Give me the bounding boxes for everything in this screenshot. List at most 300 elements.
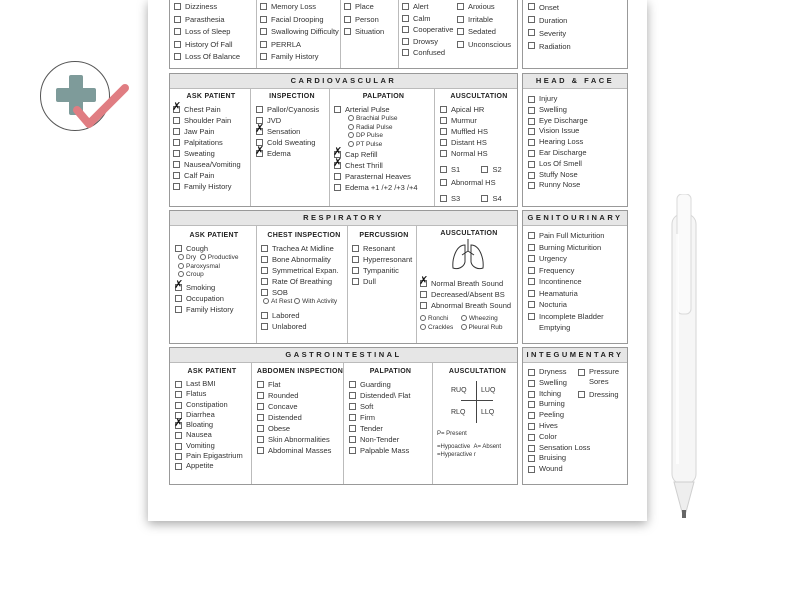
item-label: Cooperative [413,25,454,34]
checkbox[interactable] [257,392,264,399]
checkbox-item[interactable] [261,254,351,265]
checkbox-item[interactable] [334,182,437,193]
gi-abdomen-col [251,362,348,484]
checkbox[interactable] [528,172,535,179]
item-label: Pallor/Cyanosis [267,105,320,114]
checkbox[interactable] [528,161,535,168]
checkbox[interactable] [457,3,464,10]
checkbox-item[interactable] [457,1,517,14]
item-label: Hearing Loss [539,137,584,147]
checkbox-item[interactable] [528,159,588,170]
cardio-auscultation-col [434,88,523,206]
checkbox[interactable] [440,150,447,157]
radio-item[interactable] [348,141,437,150]
checkbox-item[interactable] [352,254,420,265]
checkbox-item[interactable] [349,379,437,390]
checkbox[interactable] [257,381,264,388]
item-label: S3 [451,194,461,203]
checkbox[interactable] [457,28,464,35]
checkbox-s1[interactable] [440,164,477,175]
checkbox[interactable] [402,26,409,33]
checkbox-item[interactable] [440,126,523,137]
checkbox-item[interactable] [578,367,626,387]
checkbox[interactable] [528,423,535,430]
gi-palpation-col [343,362,437,484]
checkbox[interactable] [175,402,182,409]
checkbox[interactable] [344,28,351,35]
checkbox-item[interactable] [173,181,249,192]
checkbox[interactable] [352,256,359,263]
checkbox-item[interactable] [440,148,523,159]
checkbox[interactable] [349,436,356,443]
checkbox-item[interactable] [175,410,249,420]
checkbox[interactable] [261,267,268,274]
cardio-inspection-col [250,88,333,206]
checkbox[interactable] [528,3,535,10]
checkbox-item[interactable] [440,104,523,115]
checkbox-item[interactable] [333,157,437,171]
checkbox[interactable] [528,445,535,452]
item-label: Pain Full Micturition [539,231,605,240]
checkbox-item[interactable] [334,104,437,115]
checkbox-item[interactable] [174,14,258,27]
checkbox-item[interactable] [440,137,523,148]
checkbox-item[interactable] [256,115,333,126]
checkbox-item[interactable] [349,423,437,434]
item-label: Edema [267,149,291,158]
checkbox[interactable] [175,453,182,460]
item-label: Pleural Rub [468,323,503,331]
item-label: Normal HS [451,149,488,158]
checkbox[interactable] [440,128,447,135]
checkbox[interactable] [528,107,535,114]
item-label: Ear Discharge [539,147,587,157]
checkbox-item[interactable] [349,434,437,445]
item-label: Shoulder Pain [184,116,232,125]
item-label: Soft [360,402,374,411]
neuro-col-5 [457,1,517,68]
checkbox[interactable] [175,432,182,439]
checkbox[interactable] [175,306,182,313]
gi-ask-title: ASK PATIENT [187,368,237,375]
checkbox-item[interactable] [173,170,249,181]
checkbox[interactable] [174,41,181,48]
checkbox[interactable] [528,301,535,308]
checkbox[interactable] [528,290,535,297]
check-mark-icon: ✗ [333,146,343,158]
checkbox-item[interactable] [174,26,258,39]
checkbox-item[interactable] [257,379,348,390]
checkbox-item[interactable] [173,159,249,170]
checkbox-item[interactable] [257,423,348,434]
checkbox[interactable] [528,434,535,441]
checkbox-item[interactable] [352,265,420,276]
item-label: Person [355,14,379,24]
item-label: History Of Fall [185,39,233,49]
checkbox[interactable] [457,16,464,23]
checkbox-item[interactable] [174,278,253,293]
abdomen-quadrants [437,379,522,431]
checkbox-item[interactable] [457,14,517,27]
radio-item[interactable] [348,124,437,133]
medical-cross-logo [40,61,110,131]
item-label: Abdominal Masses [268,446,332,455]
radio-item[interactable] [348,132,437,141]
checkbox[interactable] [528,255,535,262]
checkbox[interactable] [256,106,263,113]
checkbox-item[interactable] [257,445,348,456]
item-label: Sedated [468,27,496,36]
checkbox[interactable] [528,412,535,419]
checkbox[interactable] [528,244,535,251]
item-label: Irritable [468,14,494,24]
cardio-auscultation-title: AUSCULTATION [450,93,508,100]
radio-item[interactable] [348,115,437,124]
checkbox-item[interactable] [257,412,348,423]
checkbox[interactable] [261,289,268,296]
neuro-col-1 [174,1,258,68]
checkbox[interactable] [175,463,182,470]
checkbox-item[interactable] [255,145,333,159]
checkbox[interactable] [402,15,409,22]
checkbox-item[interactable] [528,170,588,181]
integumentary-title: INTEGUMENTARY [523,348,627,363]
checkbox[interactable] [402,3,409,10]
checkbox[interactable] [257,436,264,443]
checkbox[interactable] [173,150,180,157]
checkbox[interactable] [257,414,264,421]
item-label: Labored [272,310,300,320]
checkbox-item[interactable] [261,276,351,287]
checkbox-item[interactable] [349,412,437,423]
checkbox-item[interactable] [260,14,345,27]
neuro-col-2 [256,0,345,68]
checkbox-item[interactable] [528,1,571,14]
checkbox[interactable] [349,392,356,399]
check-mark-icon: ✗ [419,275,429,287]
neuro-col-4 [398,0,460,68]
checkbox[interactable] [344,3,351,10]
checkbox[interactable] [352,278,359,285]
checkbox[interactable] [420,302,427,309]
checkbox-item[interactable] [349,445,437,456]
checkbox[interactable] [174,16,181,23]
item-label: Tympanitic [363,266,399,275]
checkbox[interactable] [528,401,535,408]
checkbox[interactable] [175,381,182,388]
checkbox[interactable] [528,466,535,473]
item-label: Los Of Smell [539,158,582,168]
checkbox-item[interactable] [528,299,604,311]
checkbox-item[interactable] [261,243,351,254]
checkbox[interactable] [528,278,535,285]
neuro-col-3 [340,0,398,68]
checkbox-item[interactable] [402,24,460,36]
checkbox-item[interactable] [173,148,249,159]
item-label: Urgency [539,254,567,263]
checkbox-item[interactable] [402,36,460,48]
checkbox[interactable] [402,38,409,45]
checkbox-item[interactable] [344,26,398,39]
checkbox-item[interactable] [256,104,333,115]
checkbox-item[interactable] [174,1,258,14]
checkbox-s4[interactable] [481,193,501,204]
checkbox-item[interactable] [352,276,420,287]
checkbox[interactable] [260,28,267,35]
checkbox-item[interactable] [174,51,258,64]
checkbox[interactable] [175,391,182,398]
item-label: With Activity [302,298,338,305]
checkbox[interactable] [457,41,464,48]
item-label: Sweating [184,149,215,158]
checkbox[interactable] [173,139,180,146]
item-label: Smoking [186,282,216,292]
checkbox[interactable] [175,443,182,450]
checkbox[interactable] [334,184,341,191]
checkbox-item[interactable] [440,115,523,126]
checkbox-item[interactable] [528,230,604,242]
checkbox-item[interactable] [175,400,249,410]
checkbox[interactable] [174,28,181,35]
checkbox[interactable] [175,295,182,302]
checkbox-item[interactable] [528,242,604,254]
checkbox-abnormal-hs[interactable] [440,177,523,188]
checkbox-item[interactable] [349,401,437,412]
checkbox[interactable] [261,245,268,252]
checkbox[interactable] [352,245,359,252]
quadrant-ruq: RUQ [451,387,467,394]
checkbox-item[interactable] [175,430,249,440]
check-mark-icon: ✗ [172,101,182,113]
checkbox[interactable] [528,150,535,157]
checkbox[interactable] [173,183,180,190]
checkbox[interactable] [260,41,267,48]
checkbox-item[interactable] [256,137,333,148]
checkbox-item[interactable] [528,148,588,159]
item-label: Family History [184,182,232,191]
checkbox[interactable] [402,49,409,56]
checkbox-item[interactable] [578,389,626,400]
checkbox[interactable] [352,267,359,274]
checkbox-item[interactable] [528,137,588,148]
item-label: Dizziness [185,2,218,11]
checkbox[interactable] [528,96,535,103]
checkbox[interactable] [173,117,180,124]
checkbox-item[interactable] [528,288,604,300]
checkbox-item[interactable] [528,14,571,27]
checkbox-item[interactable] [173,115,249,126]
checkbox-item[interactable] [344,1,398,14]
checkbox-item[interactable] [334,171,437,182]
checkbox-item[interactable] [261,265,351,276]
checkbox-s3[interactable] [440,193,477,204]
checkbox[interactable] [528,455,535,462]
genitourinary-title: GENITOURINARY [523,211,627,226]
checkbox-item[interactable] [528,27,571,40]
checkbox[interactable] [173,128,180,135]
checkbox[interactable] [528,139,535,146]
checkbox-item[interactable] [528,126,588,137]
checkbox-item[interactable] [175,461,249,471]
checkbox-item[interactable] [257,390,348,401]
checkbox[interactable] [173,161,180,168]
checkbox-item[interactable] [349,390,437,401]
item-label: Unlabored [272,321,307,331]
checkbox[interactable] [349,447,356,454]
checkbox[interactable] [260,53,267,60]
checkbox-item[interactable] [260,26,345,39]
checkbox[interactable] [528,313,535,320]
checkbox-s2[interactable] [481,164,501,175]
checkbox[interactable] [528,182,535,189]
checkbox-item[interactable] [261,310,351,321]
gi-abdomen-title: ABDOMEN INSPECTION [256,368,344,375]
checkbox-item[interactable] [175,441,249,451]
checkbox[interactable] [174,3,181,10]
checkbox-item[interactable] [528,116,588,127]
checkbox[interactable] [440,117,447,124]
item-label: Flatus [186,389,207,399]
checkbox[interactable] [257,403,264,410]
checkbox-item[interactable] [457,26,517,39]
item-label: Crackles [428,323,454,331]
checkbox-item[interactable] [175,304,253,315]
checkbox-item[interactable] [528,265,604,277]
checkbox[interactable] [528,232,535,239]
checkbox[interactable] [420,291,427,298]
item-label: At Rest [271,298,293,305]
checkbox[interactable] [349,425,356,432]
checkbox-item[interactable] [173,126,249,137]
checkbox-item[interactable] [528,94,588,105]
checkbox-item[interactable] [402,47,460,59]
checkbox[interactable] [261,278,268,285]
checkbox[interactable] [528,369,535,376]
checkbox[interactable] [174,53,181,60]
checkbox-item[interactable] [457,39,517,52]
checkbox-item[interactable] [352,243,420,254]
item-label: Swelling [539,377,567,387]
checkbox[interactable] [528,128,535,135]
checkbox-item[interactable] [174,417,249,430]
cardio-ask-col [173,88,249,206]
item-label: Dressing [589,390,619,399]
checkbox-item[interactable] [528,276,604,288]
item-label: Ronchi [428,315,449,322]
checkbox[interactable] [260,16,267,23]
checkbox[interactable] [528,267,535,274]
checkbox-item[interactable] [257,401,348,412]
item-label: Guarding [360,380,391,389]
checkbox-item[interactable] [402,1,460,13]
item-label: Apical HR [451,105,485,114]
checkbox-item[interactable] [260,39,345,52]
checkbox-cough[interactable] [175,243,253,254]
checkbox-item[interactable] [528,180,588,191]
checkbox[interactable] [528,16,535,23]
cardiovascular-title: CARDIOVASCULAR [170,74,517,89]
legend-hyperactive: =Hyperactive r [437,452,476,458]
checkbox[interactable] [261,312,268,319]
item-label: Anxious [468,2,495,11]
item-label: Loss Of Balance [185,52,241,61]
checkbox[interactable] [261,256,268,263]
checkbox[interactable] [528,42,535,49]
checkbox-item[interactable] [175,389,249,399]
checkbox-item[interactable] [333,146,437,160]
checkbox-item[interactable] [260,1,345,14]
checkbox-item[interactable] [255,123,333,137]
item-label: Incontinence [539,277,582,286]
head-face-section [522,73,628,207]
checkbox-item[interactable] [173,137,249,148]
checkbox[interactable] [261,323,268,330]
checkbox-item[interactable] [175,379,249,389]
checkbox[interactable] [528,380,535,387]
item-label: Cap Refill [345,150,378,159]
checkbox[interactable] [257,447,264,454]
item-label: Duration [539,16,568,25]
item-label: Nausea [186,430,212,440]
item-label: Memory Loss [271,2,317,11]
checkbox-item[interactable] [172,101,249,115]
checkbox-item[interactable] [261,287,351,298]
checkbox-item[interactable] [420,289,521,300]
resp-chest-title: CHEST INSPECTION [267,232,341,239]
gastrointestinal-title: GASTROINTESTINAL [170,348,517,363]
checkbox[interactable] [349,414,356,421]
checkbox-item[interactable] [420,300,521,311]
item-label: Color [539,431,557,441]
item-label: Chest Thrill [345,161,383,170]
checkbox[interactable] [344,16,351,23]
checkbox-item[interactable] [174,39,258,52]
checkbox[interactable] [349,403,356,410]
checkbox-item[interactable] [528,253,604,265]
checkbox[interactable] [257,425,264,432]
checkbox-item[interactable] [528,40,571,53]
checkbox[interactable] [440,139,447,146]
item-label: Sensation Loss [539,442,591,452]
checkbox[interactable] [349,381,356,388]
checkbox-item[interactable] [402,13,460,25]
checkbox[interactable] [528,118,535,125]
item-label: Swallowing Difficulty [271,27,339,36]
checkbox-item[interactable] [344,14,398,27]
checkbox-item[interactable] [528,311,604,323]
checkbox-item[interactable] [528,105,588,116]
item-label: Frequency [539,265,575,275]
checkbox-item[interactable] [175,451,249,461]
checkbox[interactable] [528,29,535,36]
gi-auscultation-title: AUSCULTATION [448,368,507,375]
item-label: Palpitations [184,138,223,147]
checkbox-item[interactable] [257,434,348,445]
item-label: Wheezing [468,315,498,322]
checkbox[interactable] [334,173,341,180]
cardio-palpation-col [329,88,437,206]
checkbox[interactable] [260,3,267,10]
checkbox-item[interactable] [261,321,351,332]
checkbox-item[interactable] [260,51,345,64]
item-label: Vomiting [186,440,215,450]
checkbox-item[interactable] [419,275,521,289]
checkbox[interactable] [173,172,180,179]
checkbox-item[interactable] [175,293,253,304]
checkbox[interactable] [528,391,535,398]
item-label: Normal Breath Sound [431,279,504,288]
checkbox[interactable] [440,106,447,113]
